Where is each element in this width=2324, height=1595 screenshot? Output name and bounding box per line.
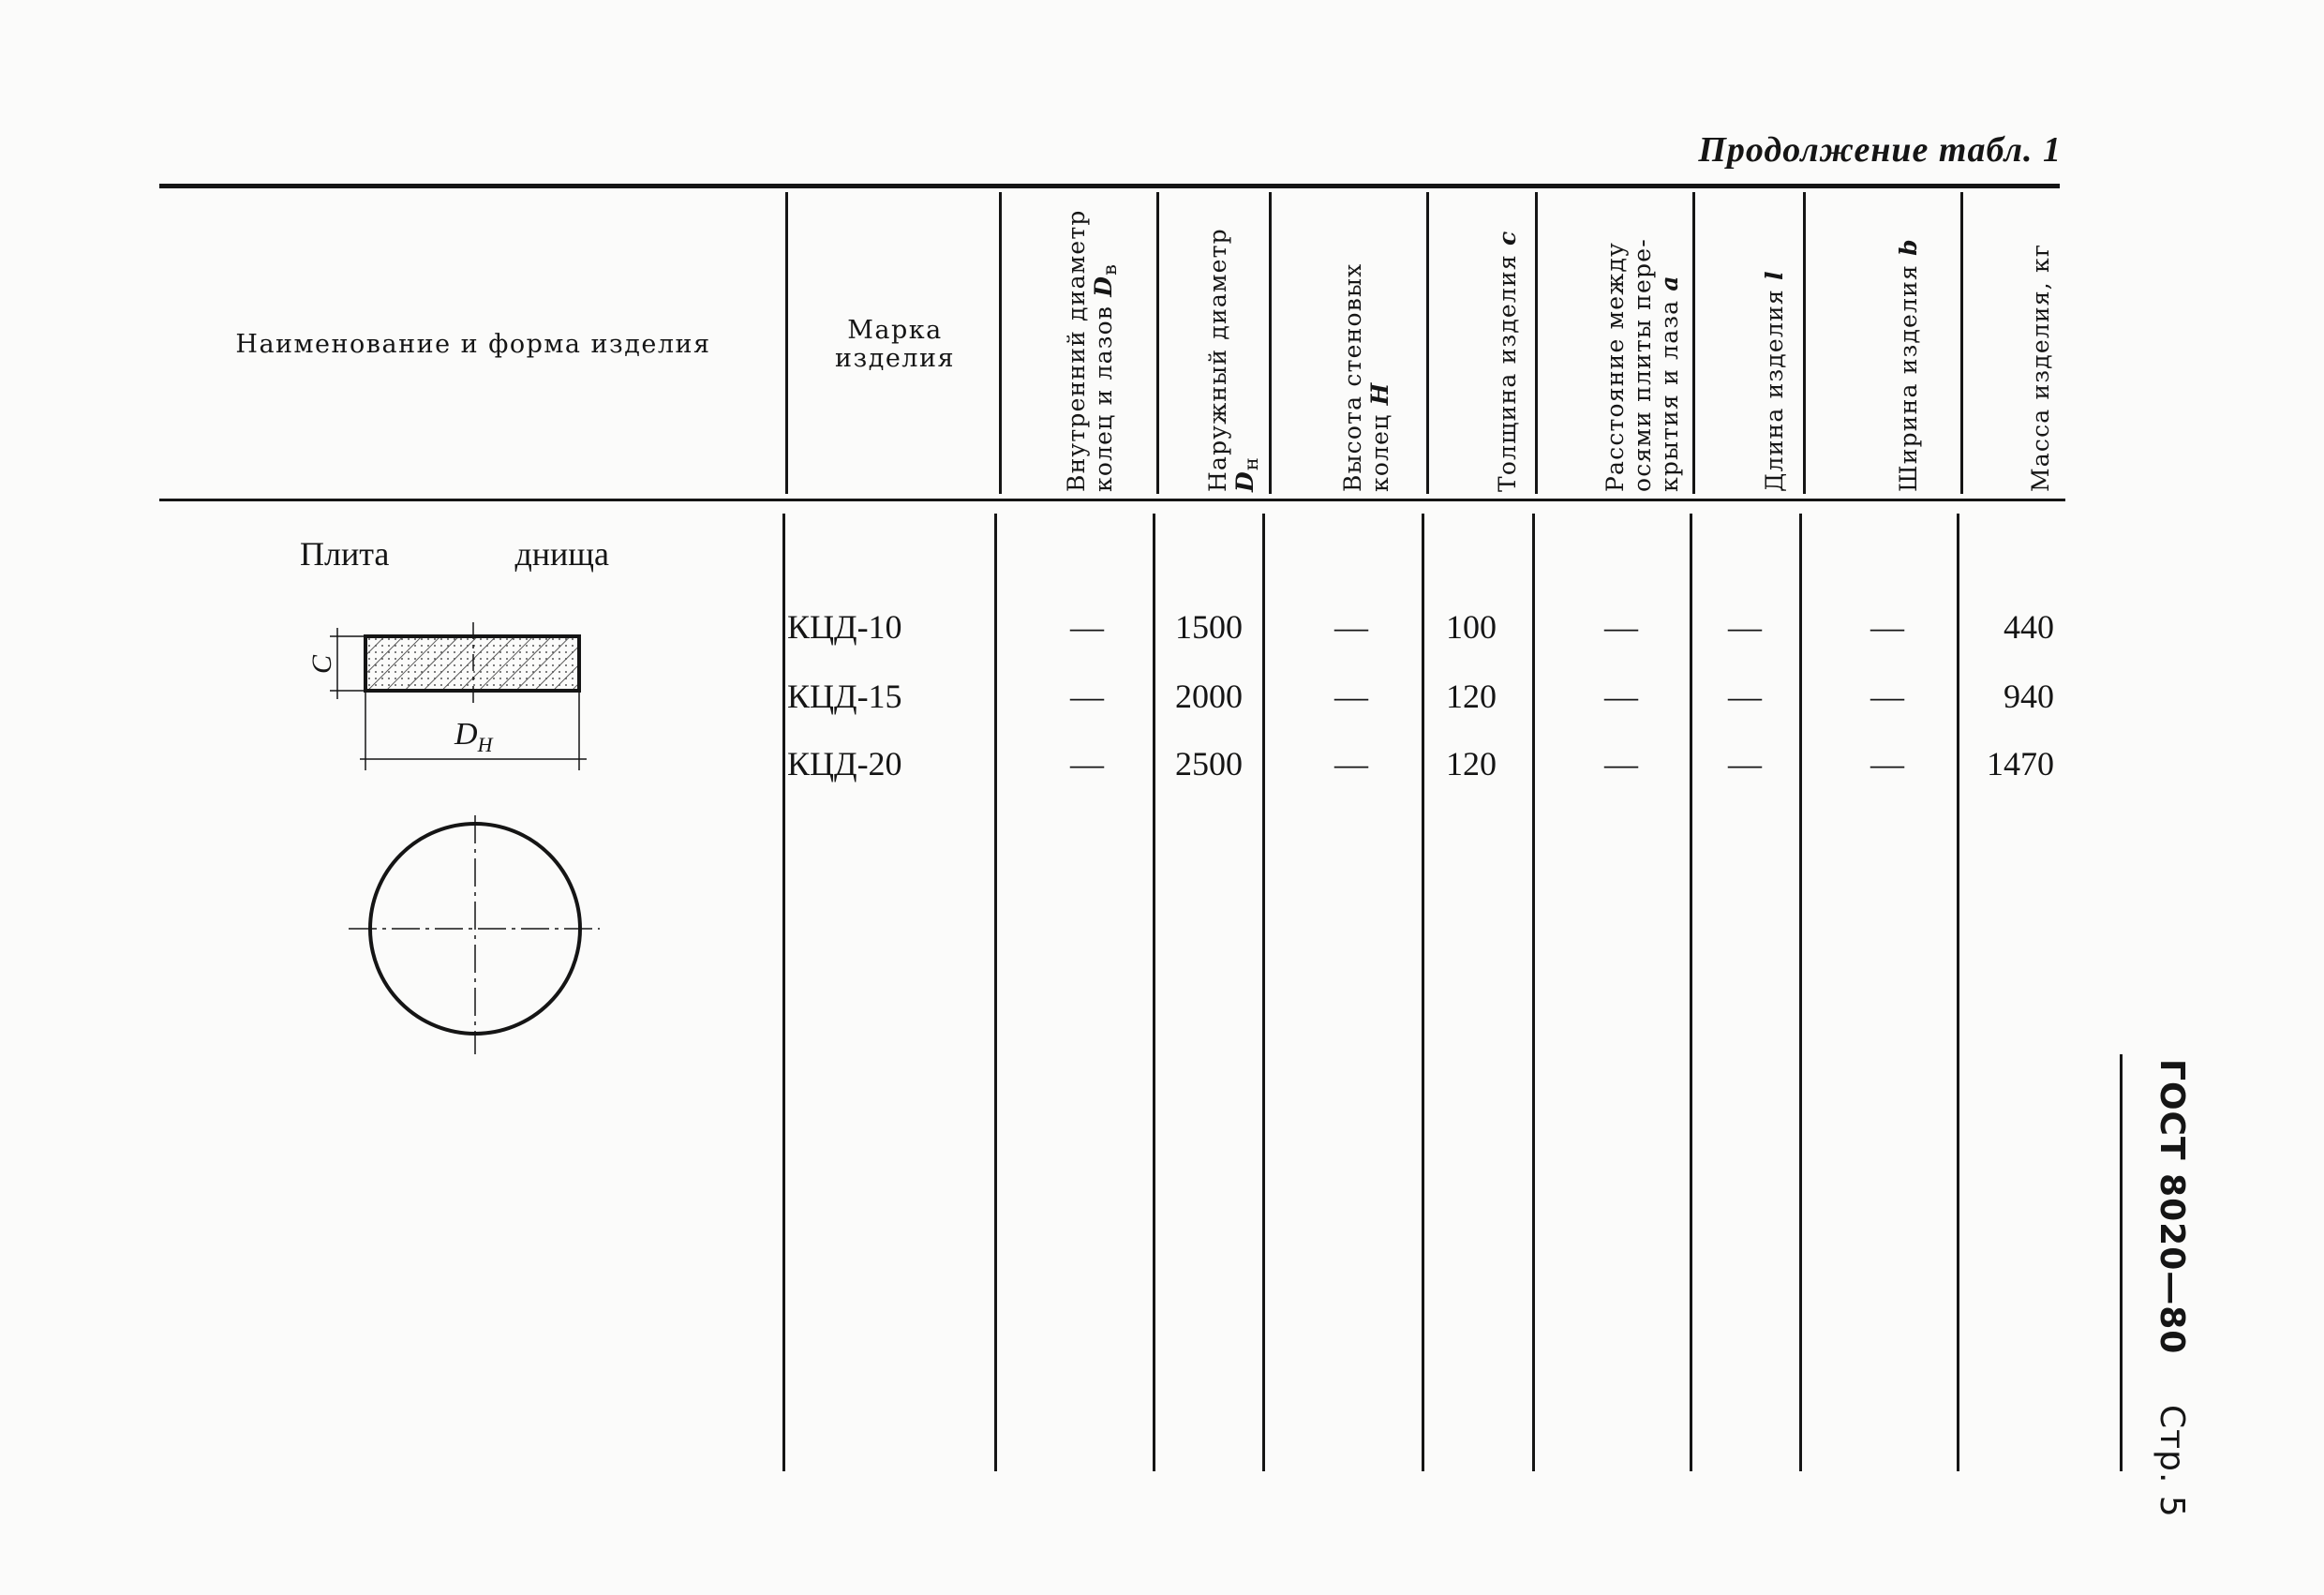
header-name: Наименование и форма изделия xyxy=(235,330,711,359)
section-word: днища xyxy=(514,535,609,573)
cell-thickness: 120 xyxy=(1446,745,1497,783)
cell-mass: 440 xyxy=(2004,608,2054,646)
cell-outer: 2000 xyxy=(1175,678,1243,715)
cell-thickness: 100 xyxy=(1446,608,1497,646)
slab-plan-view xyxy=(349,815,600,1054)
section-word: Плита xyxy=(300,535,390,573)
cell-width: — xyxy=(1870,678,1904,715)
cell-height: — xyxy=(1334,678,1368,715)
page-number: Стр. 5 xyxy=(2153,1404,2191,1518)
cell-mark: КЦД-20 xyxy=(787,745,902,783)
cell-height: — xyxy=(1334,745,1368,783)
cell-length: — xyxy=(1728,678,1762,715)
table-caption: Продолжение табл. 1 xyxy=(1698,130,2062,170)
cell-outer: 1500 xyxy=(1175,608,1243,646)
cell-axis: — xyxy=(1604,745,1638,783)
cell-mark: КЦД-15 xyxy=(787,678,902,715)
header-mass: Масса изделия, кг xyxy=(2027,243,2054,492)
header-axis-distance: Расстояние между осями плиты пере-крытия и лаза a xyxy=(1601,238,1683,492)
gost-number: ГОСТ 8020—80 xyxy=(2153,1059,2191,1355)
cell-width: — xyxy=(1870,608,1904,646)
header-inner-diameter: Внутренний диаметр колец и лазов $D_в$ xyxy=(1063,209,1121,492)
header-thickness: Толщина изделия c xyxy=(1494,230,1521,492)
header-outer-diameter: Наружный диаметр $D_н$ xyxy=(1204,228,1262,492)
dimension-dn-label: $D_Н$ xyxy=(454,717,493,756)
cell-length: — xyxy=(1728,745,1762,783)
cell-length: — xyxy=(1728,608,1762,646)
cell-inner: — xyxy=(1070,608,1104,646)
cell-mass: 1470 xyxy=(1987,745,2054,783)
header-length: Длина изделия l xyxy=(1761,270,1788,492)
side-label xyxy=(2125,1059,2191,1518)
cell-height: — xyxy=(1334,608,1368,646)
cell-outer: 2500 xyxy=(1175,745,1243,783)
cell-width: — xyxy=(1870,745,1904,783)
cell-axis: — xyxy=(1604,678,1638,715)
cell-inner: — xyxy=(1070,678,1104,715)
side-label-rule xyxy=(2120,1054,2123,1471)
header-ring-height: Высота стеновых колец H xyxy=(1339,262,1393,492)
cell-mass: 940 xyxy=(2004,678,2054,715)
cell-mark: КЦД-10 xyxy=(787,608,902,646)
cell-inner: — xyxy=(1070,745,1104,783)
header-width: Ширина изделия b xyxy=(1895,238,1922,492)
cell-axis: — xyxy=(1604,608,1638,646)
cell-thickness: 120 xyxy=(1446,678,1497,715)
header-mark: Марка изделия xyxy=(834,316,955,373)
dimension-c-label: C xyxy=(306,654,338,675)
